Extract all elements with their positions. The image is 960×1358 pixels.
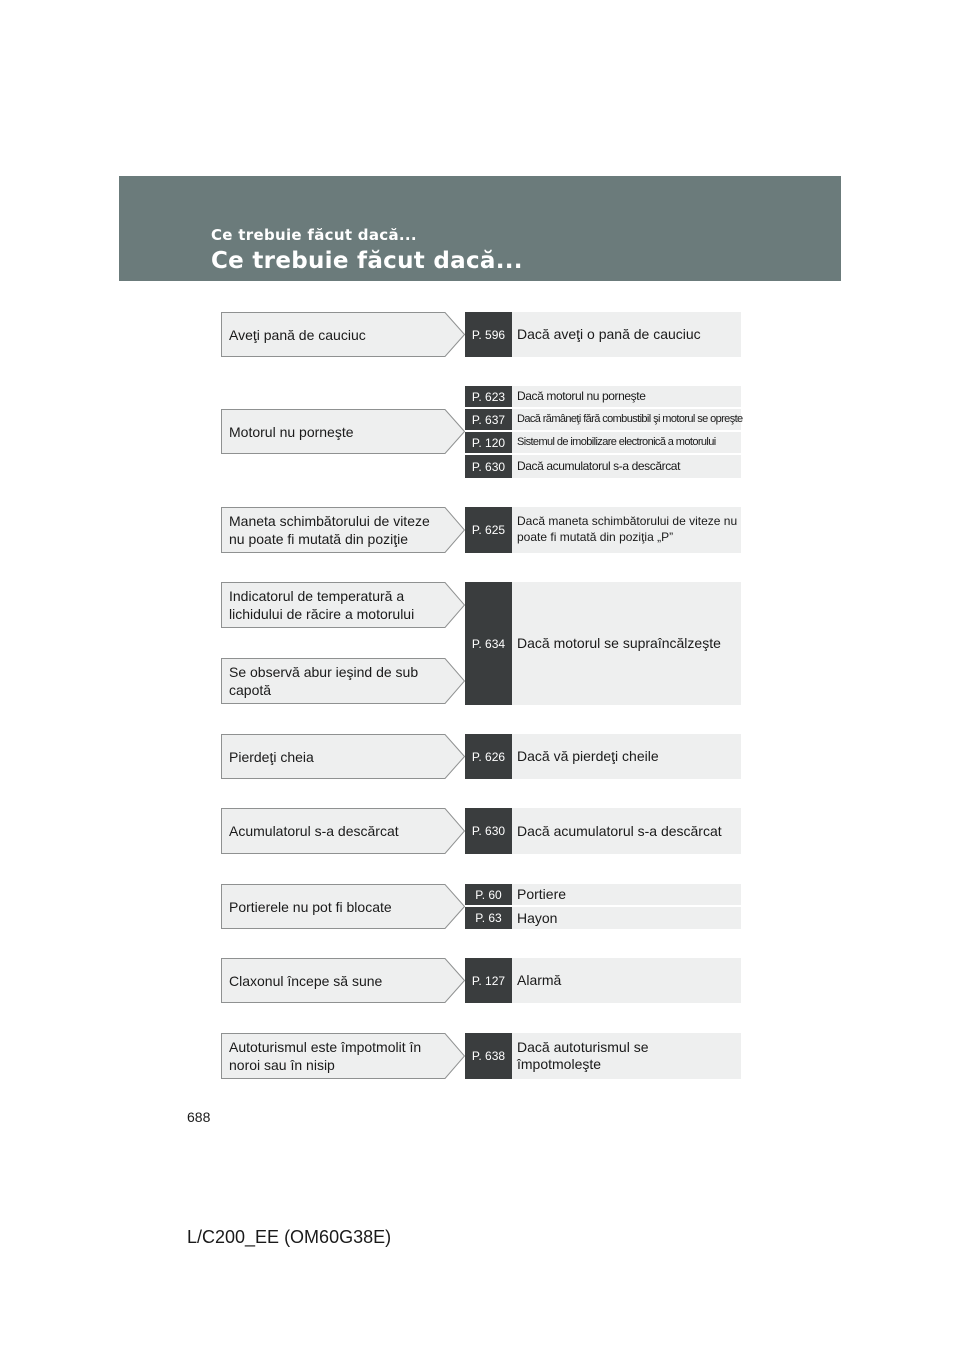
issue-label: Maneta schimbătorului de viteze nu poate fi mutată din poziţie — [229, 513, 430, 547]
page-ref-badge: P. 630 — [465, 808, 512, 854]
reference-text: Sistemul de imobilizare electronică a motorului — [517, 436, 716, 448]
issue-label: Aveţi pană de cauciuc — [229, 326, 366, 343]
page-ref-badge: P. 120 — [465, 432, 512, 453]
issue-label: Indicatorul de temperatură a lichidului de răcire a motorului — [229, 588, 415, 622]
issue-box — [221, 409, 465, 454]
reference-text: Dacă autoturismul se împotmoleşte — [517, 1039, 649, 1072]
reference-text: Dacă vă pierdeţi cheile — [517, 748, 659, 764]
reference-row — [465, 808, 741, 854]
issue-box — [221, 507, 465, 553]
reference-text: Dacă acumulatorul s-a descărcat — [517, 822, 722, 839]
reference-row — [465, 312, 741, 357]
page-ref-badge: P. 127 — [465, 958, 512, 1003]
reference-text: Hayon — [517, 909, 558, 926]
issue-label: Autoturismul este împotmolit în noroi sau în nisip — [229, 1039, 422, 1073]
issue-box — [221, 582, 465, 628]
reference-text: Alarmă — [517, 972, 562, 988]
reference-row — [465, 907, 741, 929]
page-ref-badge: P. 626 — [465, 734, 512, 779]
reference-row — [465, 958, 741, 1003]
issue-label: Portierele nu pot fi blocate — [229, 898, 392, 915]
reference-row — [465, 432, 741, 453]
reference-text: Dacă maneta schimbătorului de viteze nu poate fi mutată din poziţia „P” — [517, 514, 738, 544]
issue-box — [221, 658, 465, 704]
reference-row — [465, 507, 741, 553]
reference-row — [465, 1033, 741, 1079]
issue-box — [221, 958, 465, 1003]
issue-box — [221, 312, 465, 357]
issue-label: Acumulatorul s-a descărcat — [229, 823, 399, 839]
reference-row — [465, 386, 741, 407]
reference-text: Dacă rămâneţi fără combustibil şi motorul se opreşte — [517, 413, 743, 425]
issue-box — [221, 884, 465, 929]
page-ref-badge: P. 634 — [465, 582, 512, 705]
section-header — [119, 176, 841, 281]
page-ref-badge: P. 623 — [465, 386, 512, 407]
issue-label: Pierdeţi cheia — [229, 748, 314, 765]
issue-box — [221, 734, 465, 779]
reference-text: Dacă acumulatorul s-a descărcat — [517, 459, 681, 473]
reference-text: Portiere — [517, 886, 567, 902]
reference-row — [465, 455, 741, 478]
page-ref-badge: P. 630 — [465, 455, 512, 478]
reference-text: Dacă motorul se supraîncălzeşte — [517, 635, 721, 651]
reference-row — [465, 409, 741, 430]
page-ref-badge: P. 638 — [465, 1033, 512, 1079]
issue-box — [221, 808, 465, 854]
page-number: 688 — [187, 1109, 211, 1125]
page-ref-badge: P. 60 — [465, 884, 512, 905]
reference-text: Dacă motorul nu porneşte — [517, 389, 646, 403]
reference-row — [465, 884, 741, 905]
page-title: Ce trebuie făcut dacă... — [211, 248, 523, 274]
issue-label: Se observă abur ieşind de sub capotă — [229, 664, 419, 698]
page-ref-badge: P. 63 — [465, 907, 512, 929]
issue-box — [221, 1033, 465, 1079]
page-ref-badge: P. 637 — [465, 409, 512, 430]
reference-row — [465, 582, 741, 705]
document-code: L/C200_EE (OM60G38E) — [187, 1227, 392, 1247]
issue-label: Motorul nu porneşte — [229, 423, 354, 440]
issue-label: Claxonul începe să sune — [229, 972, 383, 989]
page-ref-badge: P. 596 — [465, 312, 512, 357]
reference-row — [465, 734, 741, 779]
header-subtitle: Ce trebuie făcut dacă... — [211, 226, 417, 244]
reference-text: Dacă aveţi o pană de cauciuc — [517, 326, 701, 342]
page-ref-badge: P. 625 — [465, 507, 512, 553]
